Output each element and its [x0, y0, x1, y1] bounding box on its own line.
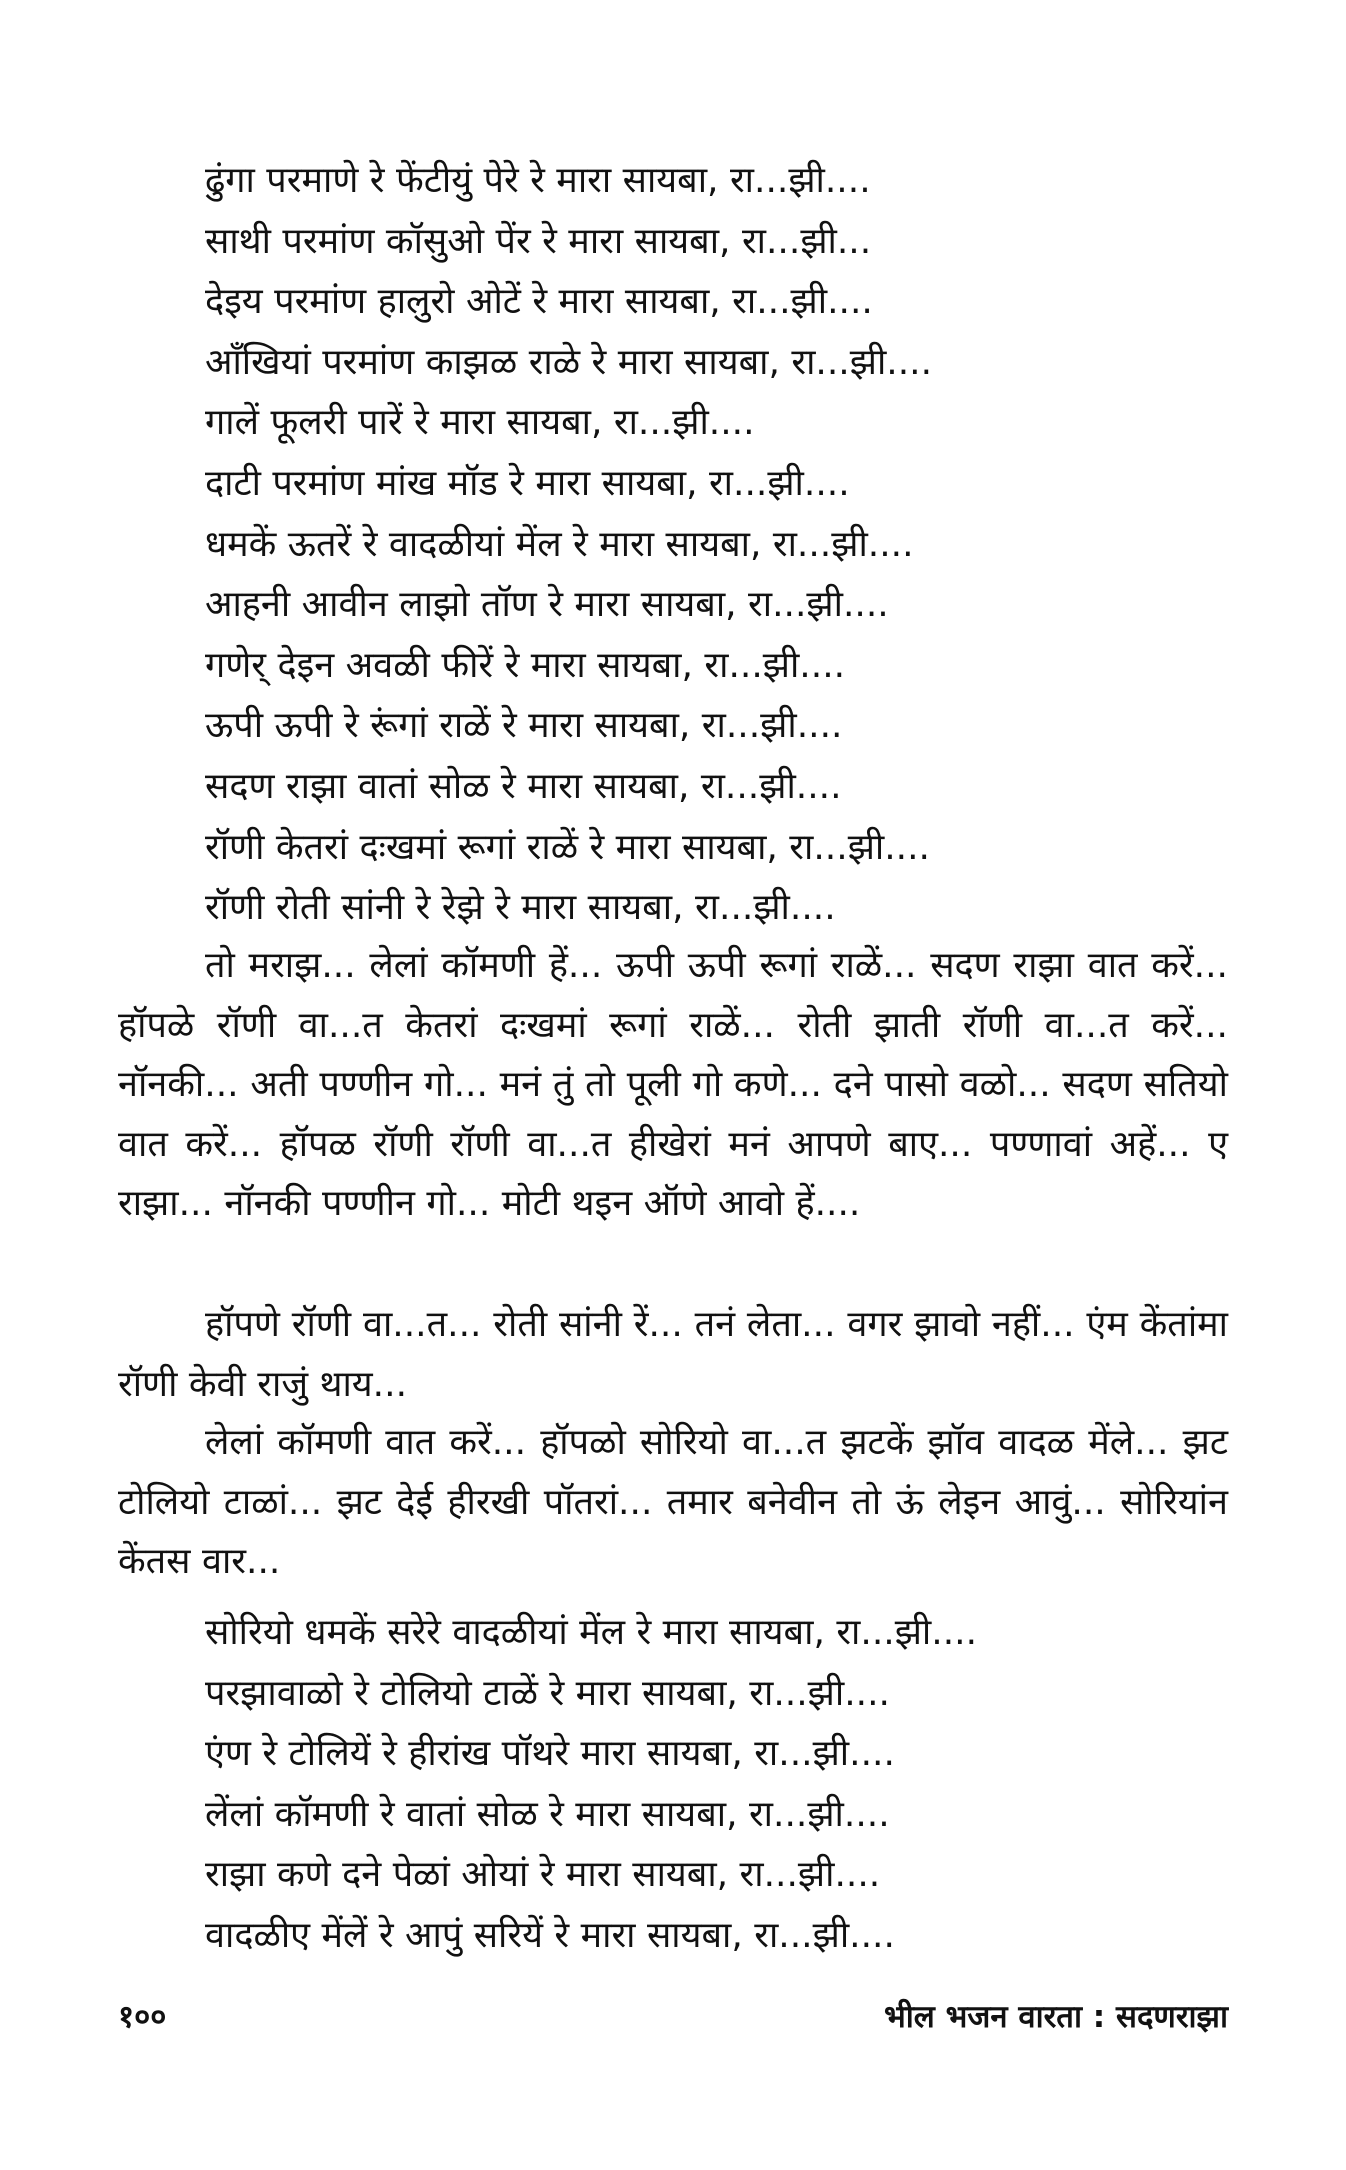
verse-line: लेंलां कॉमणी रे वातां सोळ रे मारा सायबा, रा...झी.... [205, 1793, 890, 1835]
prose-paragraph-2: हॉपणे रॉणी वा...त... रोती सांनी रें... तनं लेता... वगर झावो नहीं... एंम केंतांमा रॉणी केवी राजुं थाय... [118, 1304, 1228, 1405]
verse-line: राझा कणे दने पेळां ओयां रे मारा सायबा, रा...झी.... [205, 1854, 881, 1896]
verse-block-1 [205, 151, 1265, 939]
verse-line: रॉणी रोती सांनी रे रेझे रे मारा सायबा, रा...झी.... [205, 887, 836, 929]
prose-paragraph-1: तो मराझ... लेलां कॉमणी हें... ऊपी ऊपी रूगां राळें... सदण राझा वात करें... हॉपळे रॉणी वा...त केतरां दःखमां रूगां राळें... रोती झाती रॉणी वा...त करें... नॉनकी... अती पण्णीन गो... मनं तुं तो पूली गो कणे... दने पासो वळो... सदण सतियो वात करें... हॉपळ रॉणी रॉणी वा...त हीखेरां मनं आपणे बाए... पण्णावां अहें... ए राझा... नॉनकी पण्णीन गो... मोटी थइन ऑणे आवो हें.... [118, 945, 1228, 1224]
page-number: १०० [118, 1999, 167, 2035]
verse-line: एंण रे टोलियें रे हीरांख पॉथरे मारा सायबा, रा...झी.... [205, 1733, 895, 1775]
verse-line: परझावाळो रे टोलियो टाळें रे मारा सायबा, रा...झी.... [205, 1672, 890, 1714]
verse-line: ढुंगा परमाणे रे फेंटीयुं पेरे रे मारा सायबा, रा...झी.... [205, 160, 871, 201]
verse-block-2 [205, 1603, 1265, 1967]
verse-line: आहनी आवीन लाझो तॉण रे मारा सायबा, रा...झी.... [205, 584, 889, 626]
verse-line: धमकें ऊतरें रे वादळीयां मेंल रे मारा सायबा, रा...झी.... [205, 523, 914, 565]
verse-line: वादळीए मेंलें रे आपुं सरियें रे मारा सायबा, रा...झी.... [205, 1914, 895, 1956]
prose-paragraph-3: लेलां कॉमणी वात करें... हॉपळो सोरियो वा...त झटकें झॉव वादळ मेंले... झट टोलियो टाळां... झट देई हीरखी पॉतरां... तमार बनेवीन तो ऊं लेइन आवुं... सोरियांन केंतस वार... [118, 1422, 1228, 1582]
verse-line: सदण राझा वातां सोळ रे मारा सायबा, रा...झी.... [205, 765, 842, 807]
running-title: भील भजन वारता : सदणराझा [883, 1999, 1228, 2035]
verse-line: देइय परमांण हालुरो ओटें रे मारा सायबा, रा...झी.... [205, 281, 873, 323]
verse-line: रॉणी केतरां दःखमां रूगां राळें रे मारा सायबा, रा...झी.... [205, 826, 931, 868]
verse-line: ऊपी ऊपी रे रूंगां राळें रे मारा सायबा, रा...झी.... [205, 705, 843, 747]
verse-line: सोरियो धमकें सरेरे वादळीयां मेंल रे मारा सायबा, रा...झी.... [205, 1612, 978, 1653]
verse-line: साथी परमांण कॉसुओ पेंर रे मारा सायबा, रा...झी... [205, 220, 872, 262]
verse-line: गालें फूलरी पारें रे मारा सायबा, रा...झी.... [205, 402, 755, 444]
verse-line: दाटी परमांण मांख मॉड रे मारा सायबा, रा...झी.... [205, 462, 850, 504]
verse-line: गणेर् देइन अवळी फीरें रे मारा सायबा, रा...झी.... [205, 644, 846, 686]
page-footer [118, 1995, 1228, 2045]
verse-line: आँखियां परमांण काझळ राळे रे मारा सायबा, रा...झी.... [205, 341, 933, 383]
